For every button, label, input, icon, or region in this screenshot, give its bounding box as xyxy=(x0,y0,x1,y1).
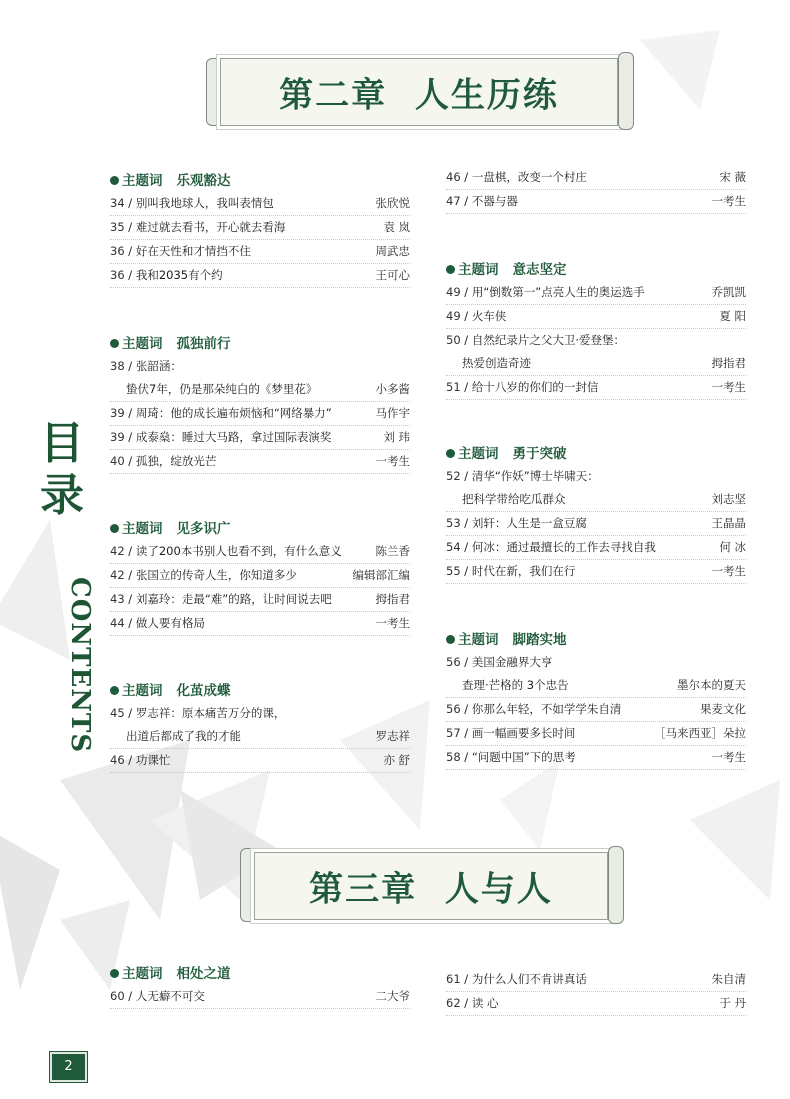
right-section-2 xyxy=(446,443,746,584)
toc-entry[interactable]: 42 / 张国立的传奇人生，你知道多少 编辑部汇编 xyxy=(110,564,410,588)
toc-entry[interactable]: 58 / “问题中国”下的思考 一考生 xyxy=(446,746,746,770)
toc-entry[interactable]: 34 / 别叫我地球人，我叫表情包 张欣悦 xyxy=(110,192,410,216)
chapter2-banner xyxy=(220,58,618,126)
banner-scroll-right xyxy=(608,846,624,924)
bullet-dot-icon xyxy=(110,176,119,185)
toc-entry[interactable]: 61 / 为什么人们不肯讲真话 朱自清 xyxy=(446,968,746,992)
chapter3-right-entries xyxy=(446,968,746,1016)
toc-entry[interactable]: 40 / 孤独，绽放光芒 一考生 xyxy=(110,450,410,474)
toc-entry[interactable]: 36 / 我和2035有个约 王可心 xyxy=(110,264,410,288)
banner-scroll-right xyxy=(618,52,634,130)
section-heading: 主题词 勇于突破 xyxy=(446,443,746,465)
section-heading: 主题词 化茧成蝶 xyxy=(110,680,410,702)
chapter3-banner xyxy=(254,852,608,920)
toc-entry[interactable]: 50 / 自然纪录片之父大卫·爱登堡： xyxy=(446,333,625,347)
toc-entry[interactable]: 44 / 做人要有格局 一考生 xyxy=(110,612,410,636)
right-top-entries xyxy=(446,166,746,214)
toc-entry[interactable]: 54 / 何冰：通过最擅长的工作去寻找自我 何 冰 xyxy=(446,536,746,560)
toc-entry[interactable]: 38 / 张韶涵： xyxy=(110,359,182,373)
toc-entry[interactable]: 56 / 你那么年轻，不如学学朱自清 果麦文化 xyxy=(446,698,746,722)
toc-entry[interactable]: 56 / 美国金融界大亨 xyxy=(446,655,553,669)
left-section-3 xyxy=(110,518,410,636)
bullet-dot-icon xyxy=(110,524,119,533)
section-heading: 主题词 脚踏实地 xyxy=(446,629,746,651)
toc-entry[interactable]: 把科学带给吃瓜群众 刘志坚 xyxy=(446,488,746,512)
toc-entry[interactable]: 出道后都成了我的才能 罗志祥 xyxy=(110,725,410,749)
contents-title-en: CONTENTS xyxy=(65,577,95,754)
toc-entry[interactable]: 51 / 给十八岁的你们的一封信 一考生 xyxy=(446,376,746,400)
toc-entry[interactable]: 查理·芒格的 3个忠告 墨尔本的夏天 xyxy=(446,674,746,698)
toc-entry[interactable]: 46 / 一盘棋，改变一个村庄 宋 薇 xyxy=(446,166,746,190)
contents-title-cn: 目录 xyxy=(40,418,84,521)
section-heading: 主题词 乐观豁达 xyxy=(110,170,410,192)
chapter2-title: 第二章 人生历练 xyxy=(279,75,559,116)
bullet-dot-icon xyxy=(446,449,455,458)
toc-entry[interactable]: 49 / 用“倒数第一”点亮人生的奥运选手 乔凯凯 xyxy=(446,281,746,305)
section-heading: 主题词 意志坚定 xyxy=(446,259,746,281)
toc-entry[interactable]: 47 / 不器与器 一考生 xyxy=(446,190,746,214)
page-number: 2 xyxy=(50,1052,87,1082)
triangle-shape xyxy=(500,760,560,850)
chapter3-title: 第三章 人与人 xyxy=(309,869,553,910)
section-heading: 主题词 孤独前行 xyxy=(110,333,410,355)
triangle-shape xyxy=(690,780,780,900)
bullet-dot-icon xyxy=(110,686,119,695)
section-heading: 主题词 相处之道 xyxy=(110,963,410,985)
bullet-dot-icon xyxy=(110,969,119,978)
toc-entry[interactable]: 60 / 人无癖不可交 二大爷 xyxy=(110,985,410,1009)
toc-entry[interactable]: 35 / 难过就去看书，开心就去看海 袁 岚 xyxy=(110,216,410,240)
triangle-shape xyxy=(0,830,60,990)
toc-entry[interactable]: 49 / 火车侠 夏 阳 xyxy=(446,305,746,329)
toc-entry[interactable]: 53 / 刘轩：人生是一盒豆腐 王晶晶 xyxy=(446,512,746,536)
triangle-shape xyxy=(640,30,720,110)
toc-entry[interactable]: 55 / 时代在新，我们在行 一考生 xyxy=(446,560,746,584)
section-heading: 主题词 见多识广 xyxy=(110,518,410,540)
toc-entry[interactable]: 42 / 读了200本书别人也看不到，有什么意义 陈兰香 xyxy=(110,540,410,564)
toc-entry[interactable]: 46 / 功课忙 亦 舒 xyxy=(110,749,410,773)
toc-entry[interactable]: 45 / 罗志祥：原本痛苦万分的课， xyxy=(110,706,286,720)
right-section-3 xyxy=(446,629,746,770)
right-section-1 xyxy=(446,259,746,400)
toc-entry[interactable]: 39 / 周琦：他的成长遍布烦恼和“网络暴力” 马作宇 xyxy=(110,402,410,426)
left-section-4 xyxy=(110,680,410,773)
bullet-dot-icon xyxy=(110,339,119,348)
toc-entry[interactable]: 52 / 清华“作妖”博士毕啸天： xyxy=(446,469,599,483)
left-section-1 xyxy=(110,170,410,288)
toc-entry[interactable]: 蛰伏7年，仍是那朵纯白的《梦里花》 小多酱 xyxy=(110,378,410,402)
left-section-2 xyxy=(110,333,410,474)
toc-entry[interactable]: 57 / 画一幅画要多长时间 ［马来西亚］朵拉 xyxy=(446,722,746,746)
toc-entry[interactable]: 39 / 成泰燊：睡过大马路，拿过国际表演奖 刘 玮 xyxy=(110,426,410,450)
toc-entry[interactable]: 热爱创造奇迹 拇指君 xyxy=(446,352,746,376)
bullet-dot-icon xyxy=(446,265,455,274)
chapter3-left-section xyxy=(110,963,410,1009)
toc-entry[interactable]: 36 / 好在天性和才情挡不住 周武忠 xyxy=(110,240,410,264)
toc-entry[interactable]: 62 / 读 心 于 丹 xyxy=(446,992,746,1016)
toc-entry[interactable]: 43 / 刘嘉玲：走最“难”的路，让时间说去吧 拇指君 xyxy=(110,588,410,612)
bullet-dot-icon xyxy=(446,635,455,644)
